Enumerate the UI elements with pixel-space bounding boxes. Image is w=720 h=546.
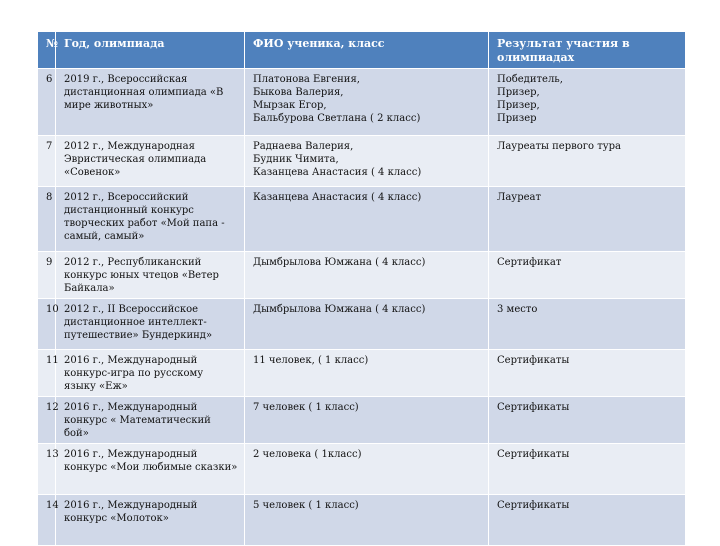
row-event: 2012 г., Всероссийский дистанционный конкурс творческих работ «Мой папа - самый, самый» — [56, 187, 245, 252]
header-year-olympiad: Год, олимпиада — [56, 32, 245, 69]
table-header-row — [38, 32, 686, 69]
row-students — [245, 136, 489, 187]
row-students — [245, 187, 489, 252]
row-number: 7 — [38, 136, 56, 187]
student-line: 7 человек ( 1 класс) — [253, 402, 359, 413]
student-line: Раднаева Валерия, — [253, 141, 354, 152]
row-students — [245, 299, 489, 350]
row-students — [245, 495, 489, 546]
table-row — [38, 299, 686, 350]
result-line: Призер — [497, 113, 537, 124]
row-number: 13 — [38, 444, 56, 495]
row-number: 9 — [38, 252, 56, 299]
header-number: № — [38, 32, 56, 69]
student-line: Мырзак Егор, — [253, 100, 327, 111]
row-students — [245, 69, 489, 136]
student-line: 5 человек ( 1 класс) — [253, 500, 359, 511]
result-line: 3 место — [497, 304, 538, 315]
student-line: Быкова Валерия, — [253, 87, 344, 98]
result-line: Сертификаты — [497, 402, 570, 413]
olympiad-results-table — [37, 31, 686, 546]
row-result — [489, 136, 686, 187]
result-line: Сертификаты — [497, 355, 570, 366]
row-result — [489, 252, 686, 299]
row-result — [489, 397, 686, 444]
row-event: 2012 г., Республиканский конкурс юных чтецов «Ветер Байкала» — [56, 252, 245, 299]
olympiad-results-table-container — [37, 31, 685, 546]
table-row — [38, 350, 686, 397]
row-students — [245, 397, 489, 444]
row-event: 2019 г., Всероссийская дистанционная олимпиада «В мире животных» — [56, 69, 245, 136]
table-row — [38, 136, 686, 187]
result-line: Сертификаты — [497, 500, 570, 511]
row-result — [489, 299, 686, 350]
row-number: 10 — [38, 299, 56, 350]
row-students — [245, 350, 489, 397]
row-number: 11 — [38, 350, 56, 397]
result-line: Сертификат — [497, 257, 562, 268]
row-number: 14 — [38, 495, 56, 546]
student-line: Казанцева Анастасия ( 4 класс) — [253, 192, 422, 203]
result-line: Сертификаты — [497, 449, 570, 460]
row-event: 2016 г., Международный конкурс «Мои любимые сказки» — [56, 444, 245, 495]
student-line: Дымбрылова Юмжана ( 4 класс) — [253, 257, 426, 268]
row-event: 2016 г., Международный конкурс «Молоток» — [56, 495, 245, 546]
student-line: Будник Чимита, — [253, 154, 339, 165]
student-line: Бальбурова Светлана ( 2 класс) — [253, 113, 421, 124]
row-students — [245, 444, 489, 495]
header-student-class: ФИО ученика, класс — [245, 32, 489, 69]
row-result — [489, 187, 686, 252]
result-line: Победитель, — [497, 74, 563, 85]
table-row — [38, 69, 686, 136]
result-line: Призер, — [497, 87, 540, 98]
row-event: 2012 г., Международная Эвристическая олимпиада «Совенок» — [56, 136, 245, 187]
row-number: 8 — [38, 187, 56, 252]
row-result — [489, 444, 686, 495]
student-line: Платонова Евгения, — [253, 74, 360, 85]
student-line: 11 человек, ( 1 класс) — [253, 355, 369, 366]
table-row — [38, 444, 686, 495]
row-result — [489, 495, 686, 546]
row-event: 2016 г., Международный конкурс « Математический бой» — [56, 397, 245, 444]
table-row — [38, 187, 686, 252]
row-number: 12 — [38, 397, 56, 444]
result-line: Лауреат — [497, 192, 542, 203]
row-event: 2016 г., Международный конкурс-игра по русскому языку «Еж» — [56, 350, 245, 397]
row-event: 2012 г., II Всероссийское дистанционное интеллект-путешествие» Бундеркинд» — [56, 299, 245, 350]
table-row — [38, 252, 686, 299]
row-result — [489, 69, 686, 136]
student-line: Казанцева Анастасия ( 4 класс) — [253, 167, 422, 178]
result-line: Лауреаты первого тура — [497, 141, 621, 152]
header-result: Результат участия в олимпиадах — [489, 32, 686, 69]
student-line: 2 человека ( 1класс) — [253, 449, 362, 460]
table-row — [38, 495, 686, 546]
table-row — [38, 397, 686, 444]
student-line: Дымбрылова Юмжана ( 4 класс) — [253, 304, 426, 315]
row-number: 6 — [38, 69, 56, 136]
row-students — [245, 252, 489, 299]
result-line: Призер, — [497, 100, 540, 111]
row-result — [489, 350, 686, 397]
